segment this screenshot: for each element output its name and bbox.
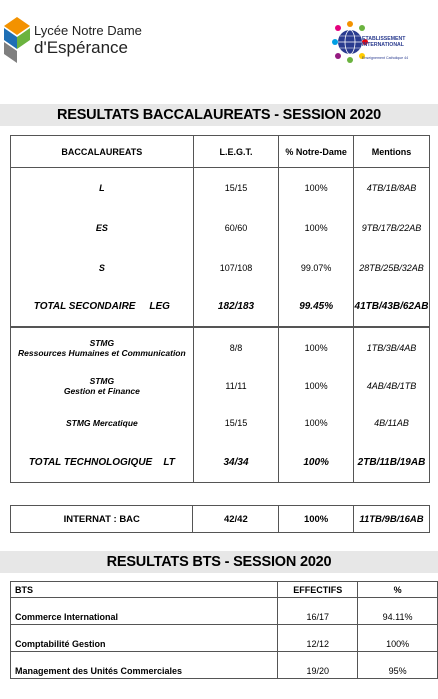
total-row [11,443,430,483]
intl-line2: INTERNATIONAL [362,42,404,48]
bac-results-title: RESULTATS BACCALAUREATS - SESSION 2020 [0,104,438,126]
row-pct: 100% [279,404,354,443]
total-legt: 34/34 [193,443,279,483]
bts-eff: 19/20 [278,652,358,679]
internat-name: INTERNAT : BAC [11,506,193,533]
school-name [34,24,142,58]
table-row [11,404,430,443]
bts-eff: 16/17 [278,598,358,625]
row-pct: 100% [279,168,354,209]
row-legt: 8/8 [193,327,279,369]
table-header-row [11,136,430,168]
table-row [11,369,430,404]
row-name: S [11,248,194,288]
internat-mentions: 11TB/9B/16AB [354,506,430,533]
total-name: TOTAL TECHNOLOGIQUE LT [11,443,194,483]
table-row [11,598,438,625]
bts-eff: 12/12 [278,625,358,652]
school-name-line1: Lycée Notre Dame [34,23,142,38]
table-row [11,248,430,288]
total-mentions: 41TB/43B/62AB [353,288,429,327]
row-pct: 100% [279,327,354,369]
row-name: STMG Mercatique [11,404,194,443]
bts-name: Commerce International [11,598,278,625]
row-pct: 100% [279,209,354,248]
table-row [11,209,430,248]
total-mentions: 2TB/11B/19AB [353,443,429,483]
row-legt: 15/15 [193,404,279,443]
table-row [11,652,438,679]
table-row [11,625,438,652]
col-header-pct: % Notre-Dame [279,136,354,168]
col-header-legt: L.E.G.T. [193,136,279,168]
row-mentions: 4AB/4B/1TB [353,369,429,404]
col-header-pct: % [358,582,438,598]
bts-pct: 100% [358,625,438,652]
row-name-line1: STMG [89,338,115,348]
school-logo-icon [4,17,30,65]
row-mentions: 4TB/1B/8AB [353,168,429,209]
internat-pct: 100% [279,506,354,533]
row-pct: 100% [279,369,354,404]
col-header-baccalaureats: BACCALAUREATS [11,136,194,168]
total-name: TOTAL SECONDAIRE LEG [11,288,194,327]
row-name: ES [11,209,194,248]
total-pct: 100% [279,443,354,483]
total-legt: 182/183 [193,288,279,327]
col-header-bts: BTS [11,582,278,598]
internat-legt: 42/42 [193,506,279,533]
row-legt: 107/108 [193,248,279,288]
row-pct: 99.07% [279,248,354,288]
intl-line1: ETABLISSEMENT [362,36,406,42]
col-header-effectifs: EFFECTIFS [278,582,358,598]
school-name-line2: d'Espérance [34,38,128,57]
row-name-line1: STMG [89,376,115,386]
bts-name: Management des Unités Commerciales [11,652,278,679]
row-name: L [11,168,194,209]
row-mentions: 1TB/3B/4AB [353,327,429,369]
row-legt: 11/11 [193,369,279,404]
table-row [11,327,430,369]
row-legt: 60/60 [193,209,279,248]
row-name-line2: Ressources Humaines et Communication [18,348,186,358]
international-sub-label: Enseignement Catholique 44 [362,56,409,60]
table-header-row [11,582,438,598]
total-row [11,288,430,327]
row-mentions: 9TB/17B/22AB [353,209,429,248]
row-name [11,369,194,404]
bts-pct: 94.11% [358,598,438,625]
row-name [11,327,194,369]
total-pct: 99.45% [279,288,354,327]
row-legt: 15/15 [193,168,279,209]
bts-name: Comptabilité Gestion [11,625,278,652]
row-mentions: 4B/11AB [353,404,429,443]
internat-row [11,506,430,533]
bts-pct: 95% [358,652,438,679]
row-mentions: 28TB/25B/32AB [353,248,429,288]
bts-results-table [10,581,438,679]
table-row [11,168,430,209]
bts-results-title: RESULTATS BTS - SESSION 2020 [0,551,438,573]
bac-results-table [10,135,430,483]
col-header-mentions: Mentions [353,136,429,168]
international-label [362,36,405,48]
row-name-line2: Gestion et Finance [63,386,140,396]
internat-table [10,505,430,533]
